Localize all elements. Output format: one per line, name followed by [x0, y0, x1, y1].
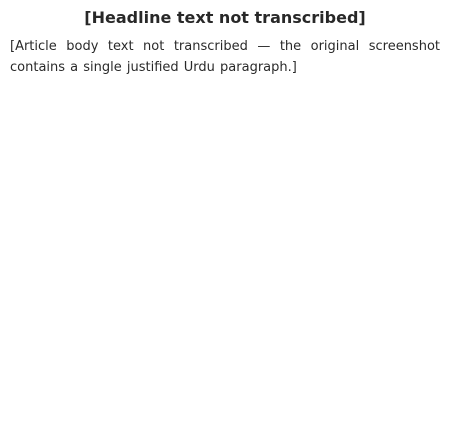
article-body: [Article body text not transcribed — the original screenshot contains a single justified Urdu paragraph.]	[10, 39, 440, 75]
article-headline: [Headline text not transcribed]	[84, 8, 366, 27]
